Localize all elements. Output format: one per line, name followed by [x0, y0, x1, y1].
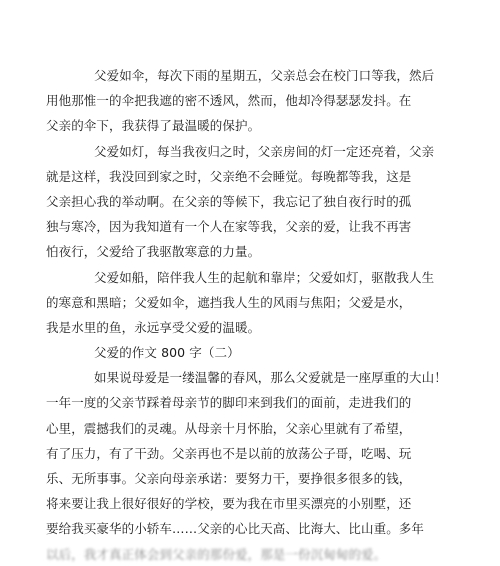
- text-line: 就是这样，我没回到家之时，父亲绝不会睡觉。每晚都等我，这是: [46, 168, 412, 184]
- text-line: 怕夜行，父爱给了我驱散寒意的力量。: [46, 244, 261, 260]
- section-heading: [46, 340, 428, 365]
- text-line: 如果说母爱是一缕温馨的春风，那么父爱就是一座厚重的大山！: [94, 370, 447, 386]
- paragraph-boat: [46, 265, 435, 341]
- paragraph-umbrella: [46, 63, 435, 139]
- text-line: 用他那惟一的伞把我遮的密不透风，然而，他却冷得瑟瑟发抖。在: [46, 93, 412, 109]
- text-line: 父爱如灯，每当我夜归之时，父亲房间的灯一定还亮着，父亲: [94, 143, 435, 159]
- text-line: 父爱如船，陪伴我人生的起航和靠岸；父爱如灯，驱散我人生: [94, 269, 435, 285]
- text-line: 有了压力，有了干劲。父亲再也不是以前的放荡公子哥，吃喝、玩: [46, 445, 412, 461]
- document-body: [46, 63, 447, 566]
- text-line: 独与寒冷，因为我知道有一个人在家等我，父亲的爱，让我不再害: [46, 219, 412, 235]
- text-line: 一年一度的父亲节踩着母亲节的脚印来到我们的面前，走进我们的: [46, 395, 412, 411]
- paragraph-lamp: [46, 139, 435, 265]
- text-line-cut-off: 以后，我才真正体会到父亲的那份爱，那是一份沉甸甸的爱。: [46, 546, 387, 562]
- text-line: 父爱如伞，每次下雨的星期五，父亲总会在校门口等我，然后: [94, 68, 435, 83]
- section-heading-text: 父爱的作文 800 字（二）: [94, 345, 240, 361]
- text-line: 将来要让我上很好很好的学校，要为我在市里买漂亮的小别墅，还: [46, 496, 412, 512]
- text-line: 父亲担心我的举动啊。在父亲的等候下，我忘记了独自夜行时的孤: [46, 193, 412, 209]
- text-line: 的寒意和黑暗；父爱如伞，遮挡我人生的风雨与焦阳；父爱是水，: [46, 294, 412, 310]
- paragraph-mountain: [46, 365, 447, 566]
- text-line: 父亲的伞下，我获得了最温暖的保护。: [46, 118, 261, 134]
- text-line: 乐、无所事事。父亲向母亲承诺：要努力干，要挣很多很多的钱，: [46, 471, 412, 486]
- text-line: 要给我买豪华的小轿车……父亲的心比天高、比海大、比山重。多年: [46, 521, 425, 537]
- text-line: 心里，震撼我们的灵魂。从母亲十月怀胎，父亲心里就有了希望，: [46, 420, 412, 436]
- text-line: 我是水里的鱼，永远享受父爱的温暖。: [46, 319, 261, 335]
